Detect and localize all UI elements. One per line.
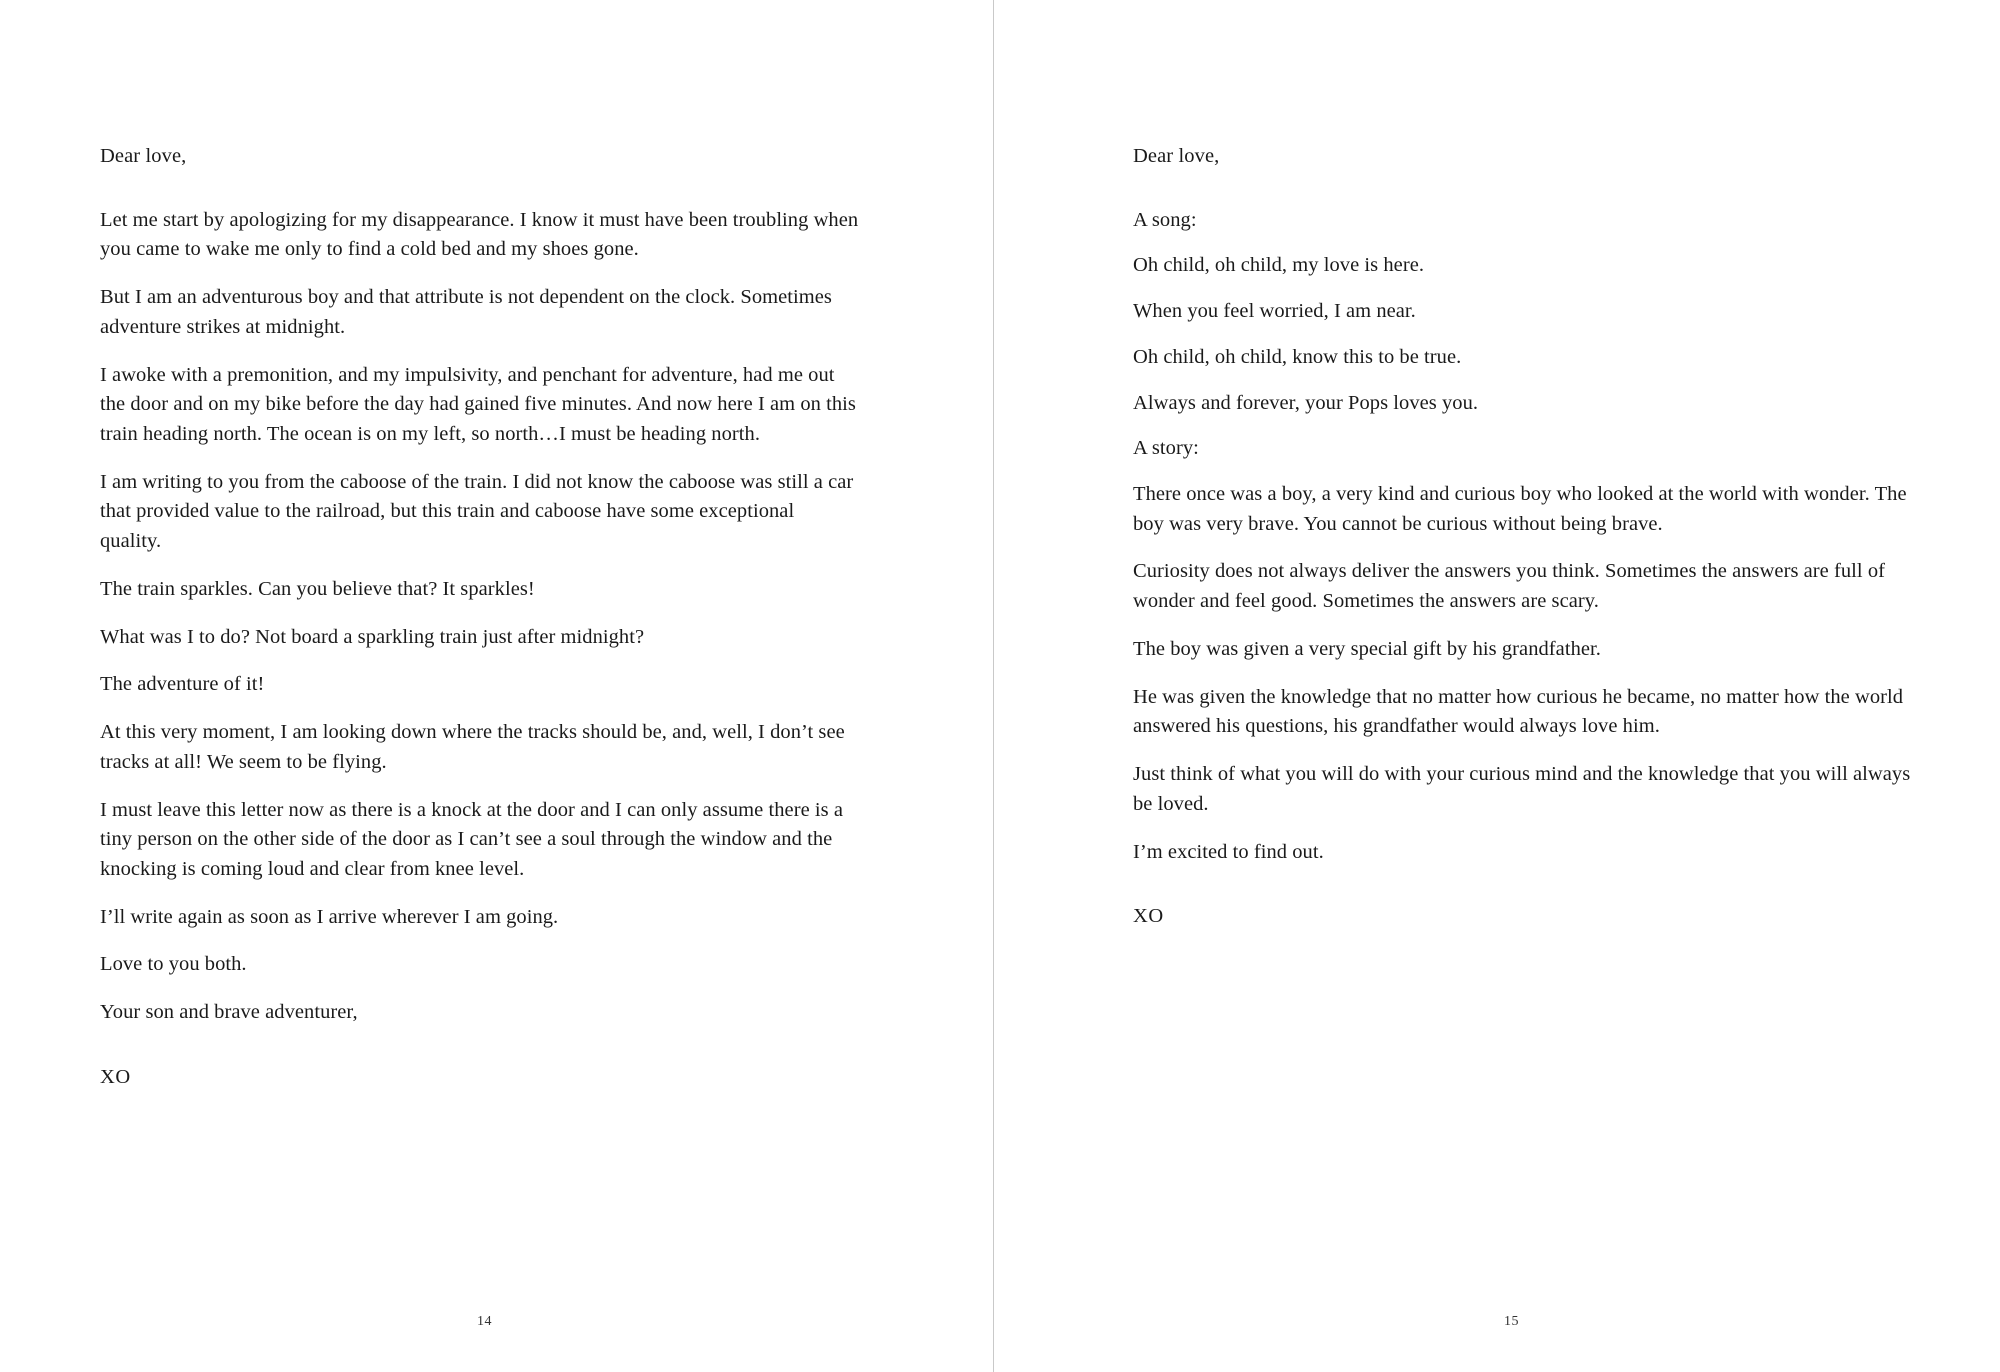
page-number: 14 bbox=[477, 1314, 492, 1329]
paragraph: But I am an adventurous boy and that attribute is not dependent on the clock. Sometimes adventure strikes at midnight. bbox=[100, 286, 832, 338]
paragraph: Love to you both. bbox=[100, 953, 247, 976]
song-line: Oh child, oh child, know this to be true. bbox=[1133, 345, 1462, 368]
paragraph: I must leave this letter now as there is a knock at the door and I can only assume there is a tiny person on the other side of the door as I can’t see a soul through the window and the knocking is coming loud and clear from knee level. bbox=[100, 798, 843, 880]
paragraph: I awoke with a premonition, and my impulsivity, and penchant for adventure, had me out the door and on my bike before the day had gained five minutes. And now here I am on this train heading north. The ocean is on my left, so north…I must be heading north. bbox=[100, 363, 856, 446]
signature: XO bbox=[100, 1065, 131, 1088]
song-line: Oh child, oh child, my love is here. bbox=[1133, 254, 1425, 277]
song-line: When you feel worried, I am near. bbox=[1133, 300, 1416, 323]
paragraph: There once was a boy, a very kind and curious boy who looked at the world with wonder. The boy was very brave. You cannot be curious without being brave. bbox=[1133, 483, 1907, 535]
paragraph: The boy was given a very special gift by his grandfather. bbox=[1133, 637, 1601, 660]
left-page-body bbox=[100, 142, 860, 1089]
paragraph: The train sparkles. Can you believe that? It sparkles! bbox=[100, 577, 535, 600]
song-line: Always and forever, your Pops loves you. bbox=[1133, 391, 1479, 414]
paragraph: I am writing to you from the caboose of the train. I did not know the caboose was still a car that provided value to the railroad, but this train and caboose have some exceptional quality. bbox=[100, 470, 854, 553]
letter-signoff: Your son and brave adventurer, bbox=[100, 1001, 358, 1024]
paragraph: Let me start by apologizing for my disappearance. I know it must have been troubling when you came to wake me only to find a cold bed and my shoes gone. bbox=[100, 208, 859, 261]
section-heading-song: A song: bbox=[1133, 208, 1197, 231]
paragraph: Just think of what you will do with your curious mind and the knowledge that you will always be loved. bbox=[1133, 763, 1911, 815]
paragraph: The adventure of it! bbox=[100, 673, 265, 696]
signature: XO bbox=[1133, 905, 1164, 928]
paragraph: At this very moment, I am looking down where the tracks should be, and, well, I don’t see tracks at all! We seem to be flying. bbox=[100, 721, 845, 773]
paragraph: Curiosity does not always deliver the answers you think. Sometimes the answers are full of wonder and feel good. Sometimes the answers are scary. bbox=[1133, 560, 1886, 613]
paragraph: I’m excited to find out. bbox=[1133, 840, 1324, 863]
paragraph: He was given the knowledge that no matter how curious he became, no matter how the world answered his questions, his grandfather would always love him. bbox=[1133, 685, 1904, 738]
paragraph: I’ll write again as soon as I arrive wherever I am going. bbox=[100, 905, 559, 928]
paragraph: What was I to do? Not board a sparkling train just after midnight? bbox=[100, 625, 645, 648]
right-page bbox=[993, 0, 2000, 1372]
page-number: 15 bbox=[1504, 1314, 1519, 1329]
right-page-body bbox=[1133, 142, 1923, 928]
left-salutation: Dear love, bbox=[100, 145, 187, 167]
section-heading-story: A story: bbox=[1133, 437, 1199, 460]
right-salutation: Dear love, bbox=[1133, 145, 1220, 167]
left-page bbox=[0, 0, 993, 1372]
